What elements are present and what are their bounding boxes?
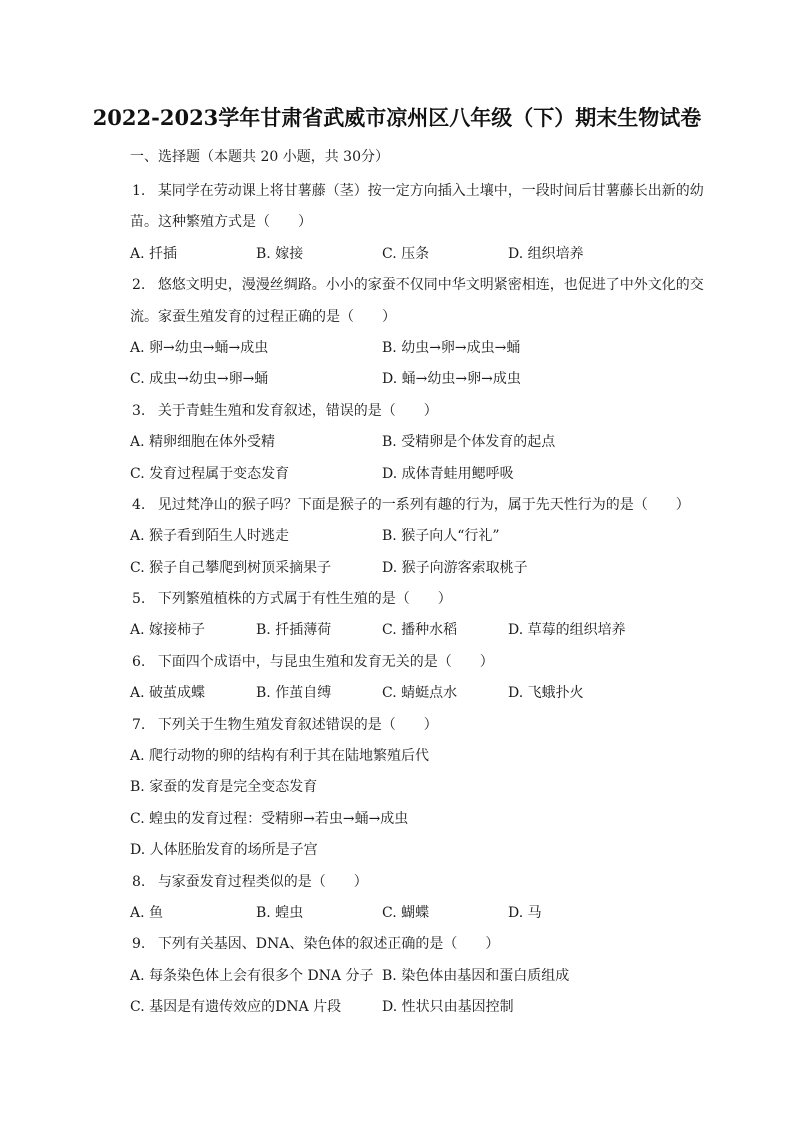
question-stem: 悠悠文明史，漫漫丝绸路。小小的家蚕不仅同中华文明紧密相连，也促进了中外文化的交 — [157, 277, 704, 294]
question-stem: 下列关于生物生殖发育叙述错误的是（ ） — [157, 716, 438, 733]
question-1 — [130, 176, 710, 270]
options-row — [130, 961, 710, 992]
question-6 — [130, 647, 710, 710]
option-c: C. 蝗虫的发育过程：受精卵→若虫→蛹→成虫 — [130, 810, 409, 827]
question-number: 5. — [132, 591, 146, 608]
options-row — [130, 992, 710, 1023]
question-stem: 关于青蛙生殖和发育叙述，错误的是（ ） — [157, 402, 438, 419]
option-c: C. 播种水稻 — [382, 622, 458, 639]
question-number: 4. — [132, 496, 146, 513]
option-b: B. 嫁接 — [256, 245, 304, 262]
page-title: 2022-2023学年甘肃省武威市凉州区八年级（下）期末生物试卷 — [92, 105, 702, 130]
option-a: A. 爬行动物的卵的结构有利于其在陆地繁殖后代 — [130, 748, 430, 765]
question-7 — [130, 710, 710, 867]
options-row — [130, 615, 710, 646]
option-a: A. 鱼 — [130, 904, 164, 921]
option-c: C. 猴子自己攀爬到树顶采摘果子 — [130, 559, 332, 576]
option-b: B. 家蚕的发育是完全变态发育 — [130, 779, 318, 796]
option-d: D. 组织培养 — [508, 245, 584, 262]
option-a: A. 精卵细胞在体外受精 — [130, 434, 276, 451]
options-row — [130, 427, 710, 458]
option-c: C. 成虫→幼虫→卵→蛹 — [130, 371, 269, 388]
option-b: B. 受精卵是个体发育的起点 — [382, 434, 556, 451]
question-stem: 某同学在劳动课上将甘薯藤（茎）按一定方向插入土壤中，一段时间后甘薯藤长出新的幼 — [157, 183, 704, 199]
question-stem-line — [130, 929, 710, 960]
question-number: 6. — [132, 653, 146, 670]
option-a: A. 破茧成蝶 — [130, 685, 206, 702]
question-5 — [130, 584, 710, 647]
options-row — [130, 333, 710, 364]
option-a: A. 嫁接柿子 — [130, 622, 206, 639]
option-d: D. 草莓的组织培养 — [508, 622, 626, 639]
question-stem-line — [130, 176, 710, 207]
option-d: D. 人体胚胎发育的场所是子宫 — [130, 842, 318, 859]
option-b: B. 蝗虫 — [256, 904, 304, 921]
option-b: B. 染色体由基因和蛋白质组成 — [382, 967, 570, 984]
question-number: 9. — [132, 936, 146, 953]
question-stem-line: 苗。这种繁殖方式是（ ） — [130, 214, 312, 231]
question-stem: 下面四个成语中，与昆虫生殖和发育无关的是（ ） — [157, 653, 494, 670]
option-d: D. 成体青蛙用鳃呼吸 — [382, 465, 514, 482]
option-b: B. 作茧自缚 — [256, 685, 332, 702]
question-4 — [130, 490, 710, 584]
question-stem: 下列繁殖植株的方式属于有性生殖的是（ ） — [157, 591, 452, 608]
option-c: C. 压条 — [382, 245, 430, 262]
question-number: 8. — [132, 873, 146, 890]
question-number: 2. — [132, 277, 146, 294]
option-b: B. 猴子向人“行礼” — [382, 528, 500, 545]
option-c: C. 蜻蜓点水 — [382, 685, 458, 702]
question-number: 3. — [132, 402, 146, 419]
option-a: A. 卵→幼虫→蛹→成虫 — [130, 339, 269, 356]
question-2 — [130, 270, 710, 396]
question-stem-line — [130, 396, 710, 427]
option-c: C. 蝴蝶 — [382, 904, 430, 921]
question-3 — [130, 396, 710, 490]
option-d: D. 飞蛾扑火 — [508, 685, 584, 702]
option-b: B. 扦插薄荷 — [256, 622, 332, 639]
question-number: 1. — [132, 183, 146, 199]
question-8 — [130, 867, 710, 930]
option-a: A. 猴子看到陌生人时逃走 — [130, 528, 290, 545]
question-stem-line — [130, 270, 710, 301]
options-row — [130, 239, 710, 270]
question-stem-line — [130, 867, 710, 898]
options-row — [130, 553, 710, 584]
question-stem: 下列有关基因、DNA、染色体的叙述正确的是（ ） — [157, 936, 500, 953]
option-d: D. 猴子向游客索取桃子 — [382, 559, 528, 576]
option-c: C. 基因是有遗传效应的DNA 片段 — [130, 999, 342, 1016]
options-row — [130, 521, 710, 552]
question-list — [130, 176, 710, 1024]
option-b: B. 幼虫→卵→成虫→蛹 — [382, 339, 521, 356]
question-stem-line: 流。家蚕生殖发育的过程正确的是（ ） — [130, 308, 396, 325]
question-stem-line — [130, 584, 710, 615]
question-stem: 见过梵净山的猴子吗？下面是猴子的一系列有趣的行为，属于先天性行为的是（ ） — [157, 496, 690, 513]
option-d: D. 性状只由基因控制 — [382, 999, 514, 1016]
question-9 — [130, 929, 710, 1023]
options-row — [130, 898, 710, 929]
option-d: D. 马 — [508, 904, 542, 921]
question-stem-line — [130, 490, 710, 521]
options-row — [130, 678, 710, 709]
section-heading: 一、选择题（本题共 20 小题，共 30分） — [130, 149, 389, 165]
question-number: 7. — [132, 716, 146, 733]
options-row — [130, 459, 710, 490]
option-a: A. 每条染色体上会有很多个 DNA 分子 — [130, 967, 374, 984]
question-stem-line — [130, 647, 710, 678]
option-c: C. 发育过程属于变态发育 — [130, 465, 290, 482]
options-row — [130, 364, 710, 395]
option-d: D. 蛹→幼虫→卵→成虫 — [382, 371, 521, 388]
question-stem-line — [130, 710, 710, 741]
question-stem: 与家蚕发育过程类似的是（ ） — [157, 873, 368, 890]
option-a: A. 扦插 — [130, 245, 178, 262]
